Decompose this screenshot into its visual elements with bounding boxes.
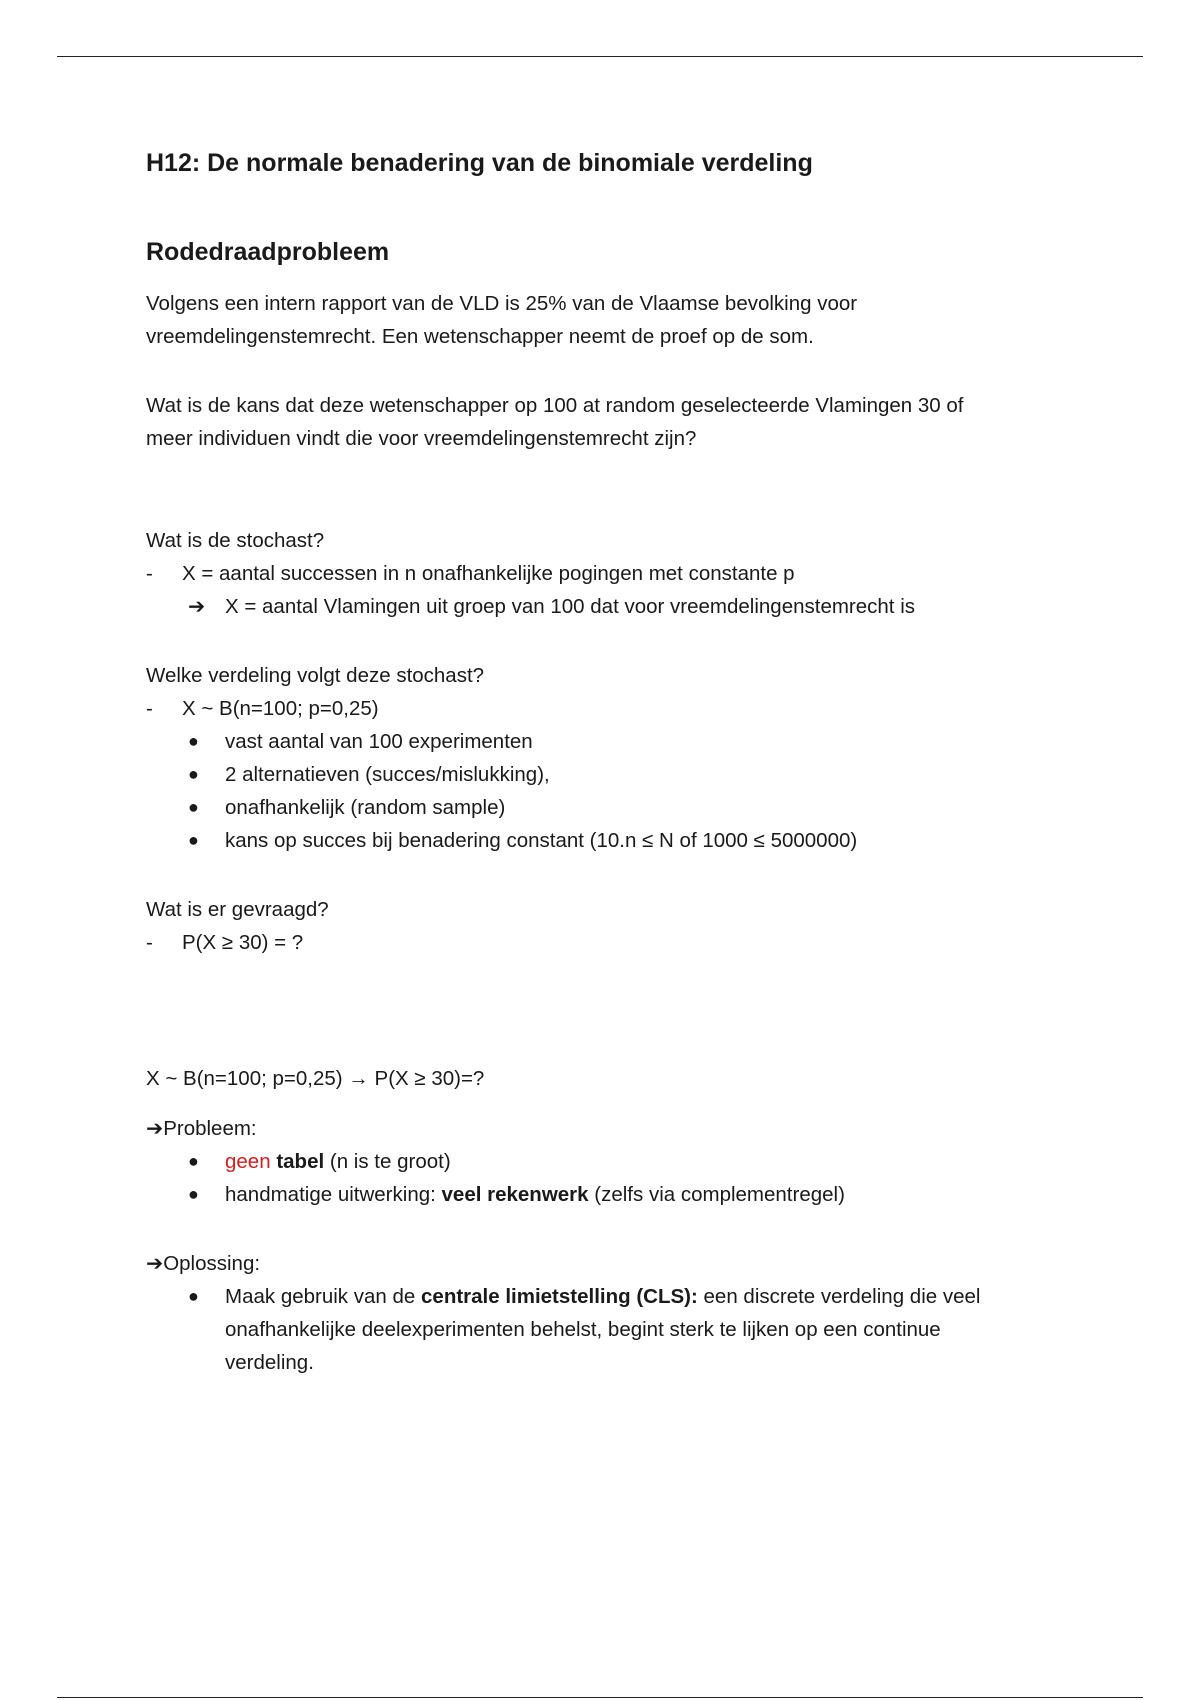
summary-right: P(X ≥ 30)=? [374, 1067, 485, 1090]
bullet-text: (n is te groot) [329, 1150, 451, 1173]
arrow-icon: ➔ [146, 1252, 164, 1275]
gevraagd-dash-item [146, 926, 1046, 959]
bullet-text: handmatige uitwerking: [225, 1183, 436, 1206]
probleem-bullet-list [146, 1145, 1046, 1211]
oplossing-heading-line [146, 1247, 1046, 1280]
oplossing-heading: Oplossing: [163, 1252, 261, 1275]
gevraagd-section [146, 893, 1046, 959]
arrow-icon: → [348, 1067, 369, 1090]
stochast-specific: X = aantal Vlamingen uit groep van 100 dat voor vreemdelingenstemrecht is [225, 595, 916, 618]
bullet-text: (zelfs via complementregel) [594, 1183, 845, 1206]
question-line-1: Wat is de kans dat deze wetenschapper op 100 at random geselecteerde Vlamingen 30 of [146, 394, 964, 417]
cls-text: centrale limietstelling (CLS): [421, 1285, 698, 1308]
intro-paragraph [146, 287, 1046, 353]
bullet-icon: ● [188, 764, 199, 784]
stochast-dash-item [146, 557, 1046, 590]
bullet-text: onafhankelijke deelexperimenten behelst, begint sterk te lijken op een continue [225, 1318, 941, 1341]
geen-text: geen [225, 1150, 271, 1173]
summary-left: X ~ B(n=100; p=0,25) [146, 1067, 343, 1090]
verdeling-bullet-list [146, 725, 1046, 857]
question-line-2: meer individuen vindt die voor vreemdelingenstemrecht zijn? [146, 427, 697, 450]
section-heading: Rodedraadprobleem [146, 238, 390, 266]
verdeling-heading: Welke verdeling volgt deze stochast? [146, 664, 485, 687]
verdeling-section [146, 659, 1046, 857]
list-item [146, 1145, 1046, 1178]
arrow-icon: ➔ [146, 1117, 164, 1140]
verdeling-formula: X ~ B(n=100; p=0,25) [182, 697, 379, 720]
probleem-heading: Probleem: [163, 1117, 257, 1140]
page-title: H12: De normale benadering van de binomiale verdeling [146, 149, 813, 177]
list-item [146, 1178, 1046, 1211]
list-item [146, 1280, 1046, 1379]
bullet-icon: ● [188, 830, 199, 850]
stochast-section [146, 524, 1046, 623]
verdeling-dash-item [146, 692, 1046, 725]
stochast-heading: Wat is de stochast? [146, 529, 325, 552]
bottom-rule [57, 1697, 1143, 1698]
list-item [146, 824, 1046, 857]
intro-line-1: Volgens een intern rapport van de VLD is 25% van de Vlaamse bevolking voor [146, 292, 858, 315]
bullet-text: een discrete verdeling die veel [703, 1285, 981, 1308]
bullet-icon: ● [188, 1151, 199, 1171]
oplossing-bullet-list [146, 1280, 1046, 1379]
probleem-section [146, 1112, 1046, 1211]
document-body [146, 145, 1046, 1379]
bullet-text: Maak gebruik van de [225, 1285, 416, 1308]
list-item [146, 791, 1046, 824]
probleem-heading-line [146, 1112, 1046, 1145]
rekenwerk-text: veel rekenwerk [441, 1183, 589, 1206]
oplossing-section [146, 1247, 1046, 1379]
bullet-text: 2 alternatieven (succes/mislukking), [225, 763, 550, 786]
bullet-text: kans op succes bij benadering constant (10.n ≤ N of 1000 ≤ 5000000) [225, 829, 858, 852]
bullet-text: verdeling. [225, 1351, 314, 1374]
bullet-text: vast aantal van 100 experimenten [225, 730, 533, 753]
bullet-text: onafhankelijk (random sample) [225, 796, 506, 819]
list-item [146, 725, 1046, 758]
stochast-arrow-item [146, 590, 1046, 623]
intro-line-2: vreemdelingenstemrecht. Een wetenschapper neemt de proef op de som. [146, 325, 814, 348]
arrow-icon: ➔ [188, 595, 206, 618]
bullet-icon: ● [188, 1286, 199, 1306]
dash-marker: - [146, 697, 153, 720]
gevraagd-formula: P(X ≥ 30) = ? [182, 931, 304, 954]
summary-line [146, 1062, 1046, 1095]
tabel-text: tabel [276, 1150, 325, 1173]
bullet-icon: ● [188, 1184, 199, 1204]
gevraagd-heading: Wat is er gevraagd? [146, 898, 329, 921]
dash-marker: - [146, 931, 153, 954]
stochast-definition: X = aantal successen in n onafhankelijke pogingen met constante p [182, 562, 795, 585]
list-item [146, 758, 1046, 791]
bullet-icon: ● [188, 797, 199, 817]
bullet-icon: ● [188, 731, 199, 751]
top-rule [57, 56, 1143, 57]
dash-marker: - [146, 562, 153, 585]
question-paragraph [146, 389, 1046, 455]
